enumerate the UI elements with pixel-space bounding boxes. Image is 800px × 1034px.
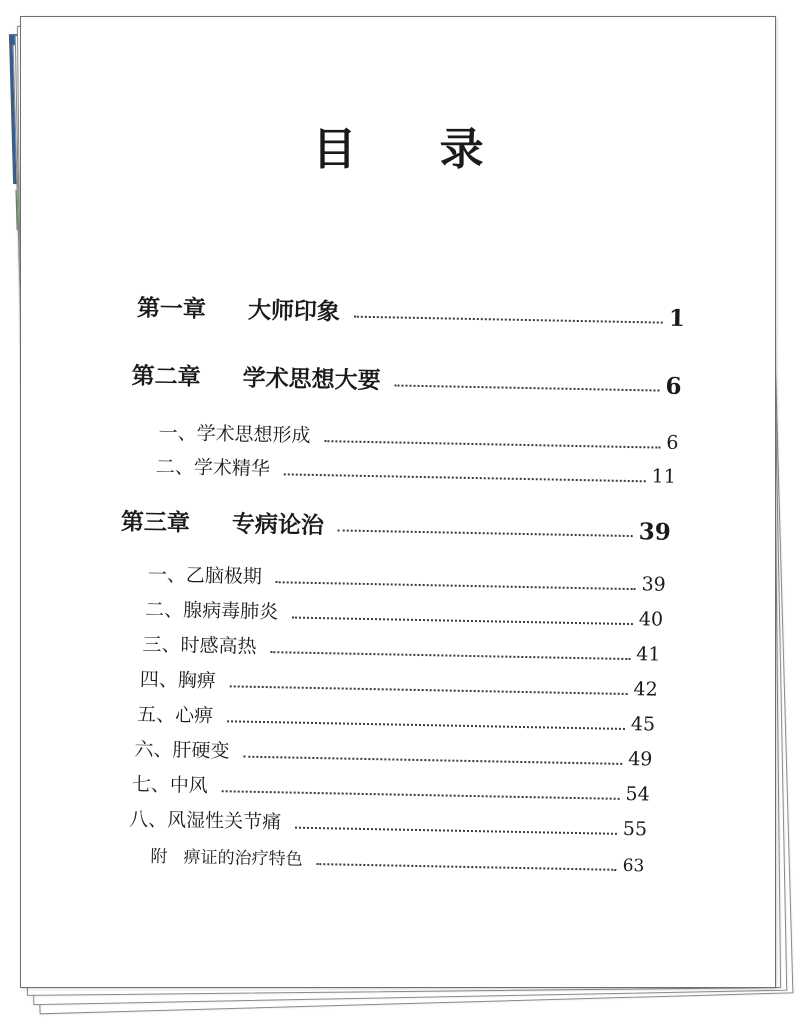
toc-entry-page: 54 [625, 782, 650, 806]
toc-entry-page: 39 [638, 518, 672, 546]
toc-entry-section [158, 418, 678, 455]
toc-entry-label: 二、腺病毒肺炎 [144, 598, 279, 624]
toc-entry-page: 45 [630, 713, 656, 736]
toc-entry-label: 二、学术精华 [155, 455, 271, 481]
dot-leader [222, 790, 620, 800]
dot-leader [227, 720, 625, 730]
toc-entry-label: 四、胸痹 [139, 668, 217, 693]
toc-entry-label: 一、乙脑极期 [147, 563, 263, 588]
dot-leader [230, 685, 628, 695]
toc-entry-page: 42 [633, 678, 658, 701]
toc-entry-page: 6 [666, 431, 679, 454]
toc-entry-section [129, 804, 647, 841]
toc-entry-section [134, 735, 652, 772]
toc-entry-chapter-3 [121, 503, 672, 547]
dot-leader [354, 315, 663, 323]
toc-entry-label: 第三章 专病论治 [120, 508, 325, 540]
toc-entry-page: 55 [622, 817, 648, 841]
toc-entry-label: 六、肝硬变 [134, 738, 230, 763]
dot-leader [324, 440, 660, 448]
dot-leader [292, 616, 633, 625]
toc-entry-section [142, 630, 660, 667]
toc-entry-label: 五、心痹 [136, 703, 214, 728]
dot-leader [317, 863, 617, 871]
toc-list [12, 9, 784, 993]
toc-entry-page: 6 [665, 372, 682, 400]
toc-entry-label: 一、学术思想形成 [158, 421, 311, 447]
toc-entry-section [145, 595, 663, 632]
toc-page [20, 16, 776, 988]
toc-entry-section [156, 452, 676, 489]
toc-entry-chapter-1 [137, 290, 686, 334]
toc-entry-chapter-2 [131, 357, 682, 401]
toc-entry-label: 附 痹证的治疗特色 [150, 846, 303, 870]
toc-entry-appendix [150, 842, 644, 876]
toc-entry-section [132, 770, 650, 807]
toc-entry-page: 39 [641, 573, 666, 596]
toc-entry-section [137, 700, 655, 737]
toc-title: 目 录 [312, 124, 518, 175]
toc-entry-page: 1 [668, 304, 686, 333]
toc-entry-page: 63 [622, 855, 645, 877]
dot-leader [243, 755, 622, 764]
toc-entry-section [140, 665, 658, 702]
toc-entry-page: 41 [636, 643, 661, 666]
dot-leader [276, 581, 636, 590]
dot-leader [284, 473, 646, 482]
dot-leader [338, 529, 633, 537]
toc-entry-label: 第二章 学术思想大要 [131, 362, 381, 395]
dot-leader [295, 826, 617, 834]
toc-entry-page: 40 [638, 608, 664, 631]
toc-entry-section [148, 560, 666, 597]
toc-entry-label: 八、风湿性关节痛 [128, 808, 282, 834]
toc-entry-label: 三、时感高热 [142, 633, 257, 658]
toc-entry-label: 七、中风 [131, 773, 209, 797]
toc-entry-page: 49 [627, 748, 653, 771]
toc-entry-page: 11 [651, 465, 677, 488]
dot-leader [270, 651, 630, 660]
toc-entry-label: 第一章 大师印象 [136, 294, 341, 326]
dot-leader [395, 384, 660, 391]
